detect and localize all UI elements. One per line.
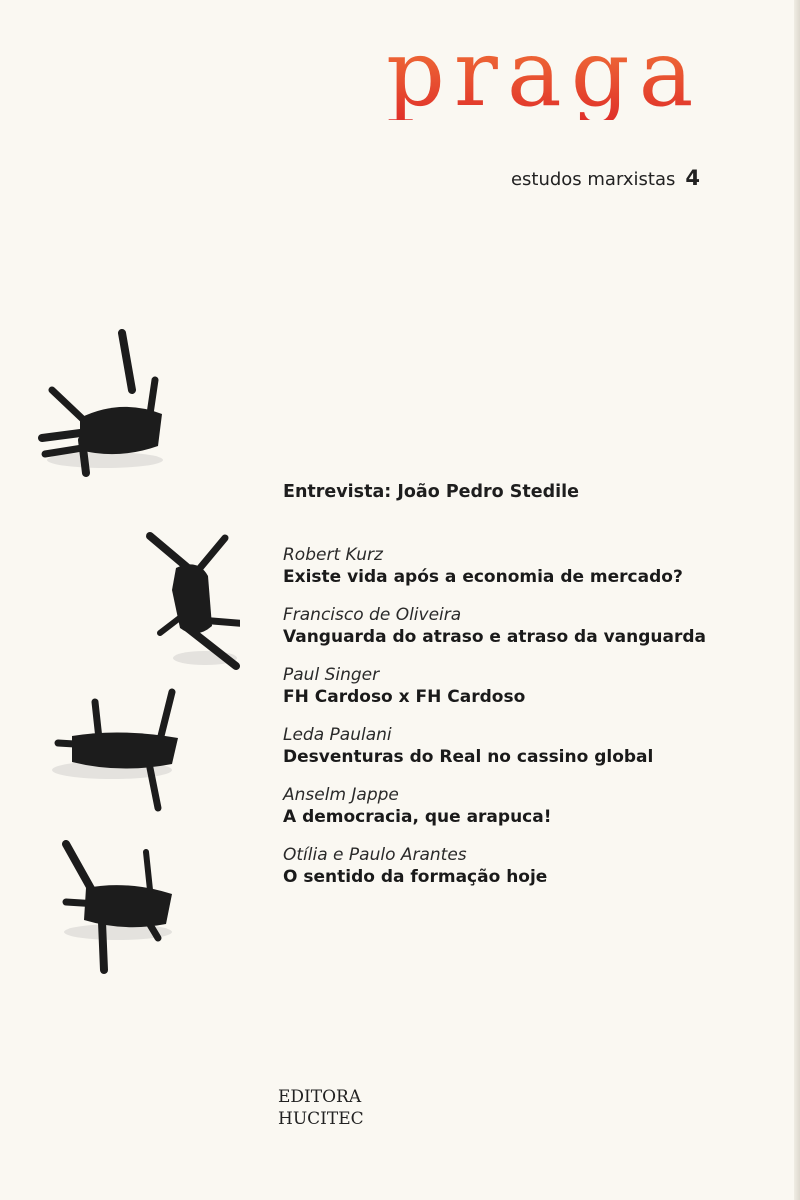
toc-article-title: Desventuras do Real no cassino global (283, 747, 654, 767)
toc-article-title: O sentido da formação hoje (283, 867, 548, 887)
toc-entry (283, 844, 783, 888)
issue-number: 4 (685, 166, 700, 190)
table-of-contents (283, 482, 783, 904)
toc-entry (283, 664, 783, 708)
publisher-line-2: HUCITEC (278, 1109, 364, 1129)
toc-entry (283, 604, 783, 648)
toc-entry (283, 784, 783, 828)
interview-heading: Entrevista: João Pedro Stedile (283, 482, 580, 502)
toc-entry (283, 544, 783, 588)
cover-edge (794, 0, 800, 1200)
subtitle (511, 166, 700, 190)
publisher-imprint (278, 1086, 364, 1130)
figure-illustration-1 (0, 328, 240, 488)
toc-article-title: A democracia, que arapuca! (283, 807, 552, 827)
toc-article-title: Existe vida após a economia de mercado? (283, 567, 683, 587)
toc-author: Robert Kurz (283, 545, 383, 565)
toc-article-title: Vanguarda do atraso e atraso da vanguarda (283, 627, 707, 647)
toc-author: Leda Paulani (283, 725, 392, 745)
figure-illustration-4 (0, 840, 240, 1000)
toc-entry (283, 724, 783, 768)
figure-illustration-3 (0, 688, 240, 848)
toc-author: Francisco de Oliveira (283, 605, 462, 625)
magazine-title: praga (386, 20, 703, 127)
toc-author: Anselm Jappe (283, 785, 399, 805)
toc-article-title: FH Cardoso x FH Cardoso (283, 687, 526, 707)
subtitle-text: estudos marxistas (510, 169, 676, 190)
toc-author: Paul Singer (283, 665, 380, 685)
figure-illustration-2 (0, 528, 240, 688)
toc-author: Otília e Paulo Arantes (283, 845, 467, 865)
publisher-line-1: EDITORA (278, 1087, 362, 1107)
